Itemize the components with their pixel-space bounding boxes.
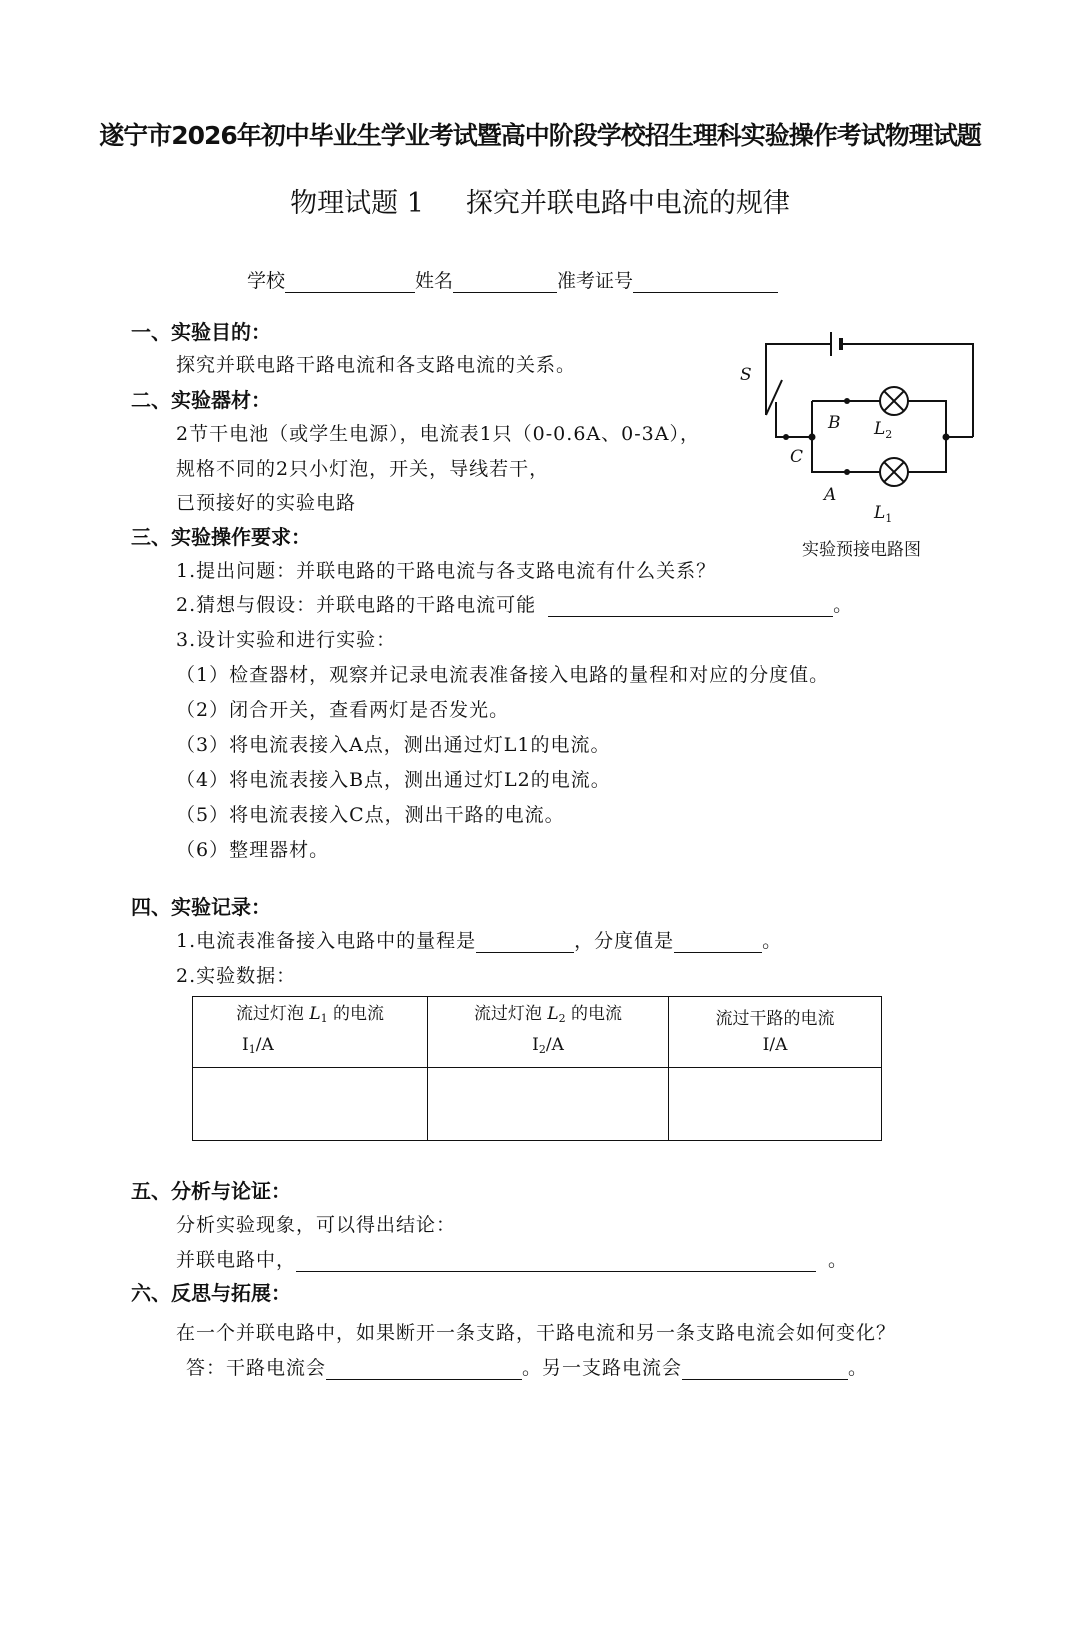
cell-i[interactable] [669,1068,882,1141]
purpose-text: 探究并联电路干路电流和各支路电流的关系。 [176,354,577,376]
step-5: （5）将电流表接入C点，测出干路的电流。 [176,804,565,826]
equipment-line-2: 规格不同的2只小灯泡，开关，导线若干， [176,458,550,480]
subtitle-number: 物理试题 1 [290,188,424,219]
exam-id-label: 准考证号 [557,270,634,292]
record-line-1 [176,926,782,953]
analysis-prefix: 并联电路中， [176,1249,297,1271]
name-label: 姓名 [415,270,454,292]
junction-right [943,434,950,441]
point-c [783,434,789,440]
analysis-end: 。 [828,1249,849,1271]
reflection-question: 在一个并联电路中，如果断开一条支路，干路电流和另一条支路电流会如何变化？ [176,1322,897,1344]
step-3: （3）将电流表接入A点，测出通过灯L1的电流。 [176,734,611,756]
label-l2: $L_2$ [874,419,893,441]
step-4: （4）将电流表接入B点，测出通过灯L2的电流。 [176,769,611,791]
question-2 [176,590,853,617]
step-1: （1）检查器材，观察并记录电流表准备接入电路的量程和对应的分度值。 [176,664,830,686]
label-l1: $L_1$ [874,503,893,525]
question-2-end: 。 [833,594,854,616]
section-analysis-heading: 五、分析与论证： [131,1179,291,1203]
cell-i1[interactable] [193,1068,428,1141]
junction-left [809,434,816,441]
reflection-answer [186,1353,868,1380]
page-subtitle [0,181,1080,220]
equipment-line-1: 2节干电池（或学生电源），电流表1只（0-0.6A、0-3A）， [176,423,700,445]
question-2-text: 2.猜想与假设：并联电路的干路电流可能 [176,594,537,616]
table-header-main: 流过干路的电流 I/A [669,997,882,1068]
question-3: 3.设计实验和进行实验： [176,629,397,651]
answer-branch-label: 。另一支路电流会 [522,1357,683,1379]
range-blank[interactable] [476,932,574,953]
main-current-blank[interactable] [326,1359,522,1380]
school-label: 学校 [247,270,286,292]
label-a: A [824,485,837,505]
step-2: （2）闭合开关，查看两灯是否发光。 [176,699,510,721]
equipment-line-3: 已预接好的实验电路 [176,492,357,514]
wire-switch-down [776,402,812,437]
label-b: B [828,413,841,433]
answer-end: 。 [848,1357,869,1379]
section-reflection-heading: 六、反思与拓展： [131,1281,291,1305]
label-c: C [790,447,804,467]
wire-top-right [841,344,973,437]
record-line-2: 2.实验数据： [176,965,297,987]
conclusion-blank[interactable] [296,1251,816,1272]
point-a [844,469,850,475]
label-s: S [740,365,752,385]
section-equipment-heading: 二、实验器材： [131,388,271,412]
question-1: 1.提出问题：并联电路的干路电流与各支路电流有什么关系？ [176,560,717,582]
record-range-label: 1.电流表准备接入电路中的量程是 [176,930,477,952]
record-division-label: ，分度值是 [574,930,675,952]
data-table [192,996,882,1141]
page-title: 遂宁市2026年初中毕业生学业考试暨高中阶段学校招生理科实验操作考试物理试题 [99,121,981,150]
analysis-line-1: 分析实验现象，可以得出结论： [176,1214,457,1236]
point-b [844,398,850,404]
switch-blade [766,380,782,415]
name-blank[interactable] [453,272,557,293]
section-purpose-heading: 一、实验目的： [131,320,271,344]
exam-id-blank[interactable] [633,272,778,293]
section-record-heading: 四、实验记录： [131,895,271,919]
answer-main-label: 答：干路电流会 [186,1357,327,1379]
section-requirements-heading: 三、实验操作要求： [131,525,311,549]
school-blank[interactable] [285,272,415,293]
subtitle-topic: 探究并联电路中电流的规律 [465,188,790,219]
table-header-l2: 流过灯泡 $L_2$ 的电流 $I_2/A$ [428,997,669,1068]
hypothesis-blank[interactable] [548,596,833,617]
table-header-row [193,997,882,1068]
branch-current-blank[interactable] [682,1359,848,1380]
table-header-l1: 流过灯泡 $L_1$ 的电流 $I_1/A$ [193,997,428,1068]
circuit-caption: 实验预接电路图 [802,540,921,560]
branch-right-rail [908,401,946,472]
branch-left-rail [812,401,880,472]
division-blank[interactable] [674,932,762,953]
table-row [193,1068,882,1141]
step-6: （6）整理器材。 [176,839,330,861]
cell-i2[interactable] [428,1068,669,1141]
student-info-line [247,266,778,293]
circuit-diagram [740,330,980,530]
record-line-1-end: 。 [762,930,783,952]
analysis-line-2 [176,1245,848,1272]
